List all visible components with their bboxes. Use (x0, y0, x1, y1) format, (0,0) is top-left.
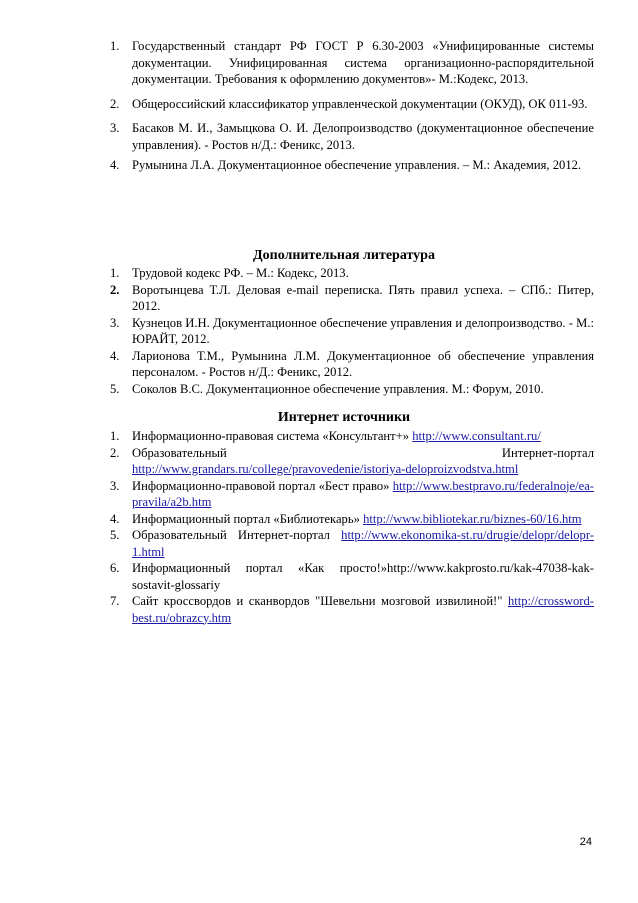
item-number: 4. (110, 511, 120, 526)
item-number: 2. (110, 445, 120, 460)
source-link[interactable]: http://www.bestpravo.ru/federalnoje/ea-pravila/a2b.htm (132, 478, 594, 509)
additional-literature-list (110, 265, 594, 397)
item-text: Сайт кроссвордов и сканвордов "Шевельни мозговой извилиной!" (132, 594, 508, 608)
list-item (110, 348, 594, 381)
list-item (110, 120, 594, 153)
item-text: Басаков М. И., Замыцкова О. И. Делопроизводство (документационное обеспечение управления). - Ростов н/Д.: Феникс, 2013. (132, 121, 594, 152)
page-number: 24 (579, 836, 592, 848)
item-text: Воротынцева Т.Л. Деловая e-mail переписка. Пять правил успеха. – СПб.: Питер, 2012. (132, 282, 594, 313)
source-link[interactable]: http://crossword-best.ru/obrazcy.htm (132, 594, 594, 625)
item-number: 2. (110, 96, 120, 111)
internet-sources-heading: Интернет источники (277, 410, 411, 425)
item-text: Информационно-правовой портал «Бест право» (132, 478, 393, 493)
item-number: 3. (110, 121, 120, 135)
list-item (110, 478, 594, 511)
item-text: Образовательный Интернет-портал (132, 445, 594, 460)
list-item (110, 527, 594, 560)
source-link[interactable]: http://www.bibliotekar.ru/biznes-60/16.htm (363, 511, 582, 526)
internet-sources-list (110, 428, 594, 626)
item-text: Кузнецов И.Н. Документационное обеспечение управления и делопроизводство. - М.: ЮРАЙТ, 2012. (132, 315, 594, 346)
item-text: Образовательный Интернет-портал (132, 528, 342, 542)
item-text: Ларионова Т.М., Румынина Л.М. Документационное об обеспечение управления персоналом. - Ростов н/Д.: Феникс, 2012. (132, 348, 594, 379)
list-item (110, 381, 594, 398)
list-item (110, 157, 594, 174)
source-link[interactable]: http://www.grandars.ru/college/pravovedenie/istoriya-deloproizvodstva.html (132, 462, 519, 476)
source-link[interactable]: http://www.consultant.ru/ (412, 429, 541, 443)
item-number: 7. (110, 594, 120, 608)
item-text: Трудовой кодекс РФ. – М.: Кодекс, 2013. (132, 266, 349, 280)
source-link[interactable]: http://www.ekonomika-st.ru/drugie/delopr/delopr-1.html (132, 528, 594, 559)
list-item (110, 265, 594, 282)
list-item (110, 560, 594, 593)
item-number: 5. (110, 381, 120, 396)
item-number: 5. (110, 528, 120, 542)
item-number: 4. (110, 348, 120, 363)
list-item (110, 282, 594, 315)
item-number: 1. (110, 429, 120, 443)
list-item (110, 428, 594, 445)
item-text: Румынина Л.А. Документационное обеспечение управления. – М.: Академия, 2012. (132, 158, 582, 172)
item-number: 6. (110, 561, 120, 575)
item-number: 3. (110, 315, 120, 330)
item-text: Общероссийский классификатор управленческой документации (ОКУД), ОК 011-93. (132, 96, 588, 111)
item-number: 4. (110, 158, 120, 172)
item-text: Соколов В.С. Документационное обеспечение управления. М.: Форум, 2010. (132, 381, 544, 396)
item-text: Информационно-правовая система «Консультант+» (132, 429, 413, 443)
list-item (110, 445, 594, 478)
list-item (110, 593, 594, 626)
item-number: 3. (110, 478, 120, 493)
additional-literature-heading: Дополнительная литература (253, 248, 435, 263)
main-literature-list (110, 38, 594, 182)
list-item (110, 96, 594, 113)
item-number: 2. (110, 282, 120, 297)
item-text: Информационный портал «Библиотекарь» (132, 511, 364, 526)
list-item (110, 511, 594, 528)
item-text: Информационный портал «Как просто!»http://www.kakprosto.ru/kak-47038-kak-sostavit-glossariy (132, 561, 594, 592)
list-item (110, 38, 594, 88)
list-item (110, 315, 594, 348)
item-number: 1. (110, 266, 120, 280)
item-number: 1. (110, 39, 120, 53)
item-text: Государственный стандарт РФ ГОСТ Р 6.30-2003 «Унифицированные системы документации. Унифицированная система организационно-распорядительной документации. Требования к оформлению документов»- М.:Кодекс, 2013. (132, 39, 594, 86)
